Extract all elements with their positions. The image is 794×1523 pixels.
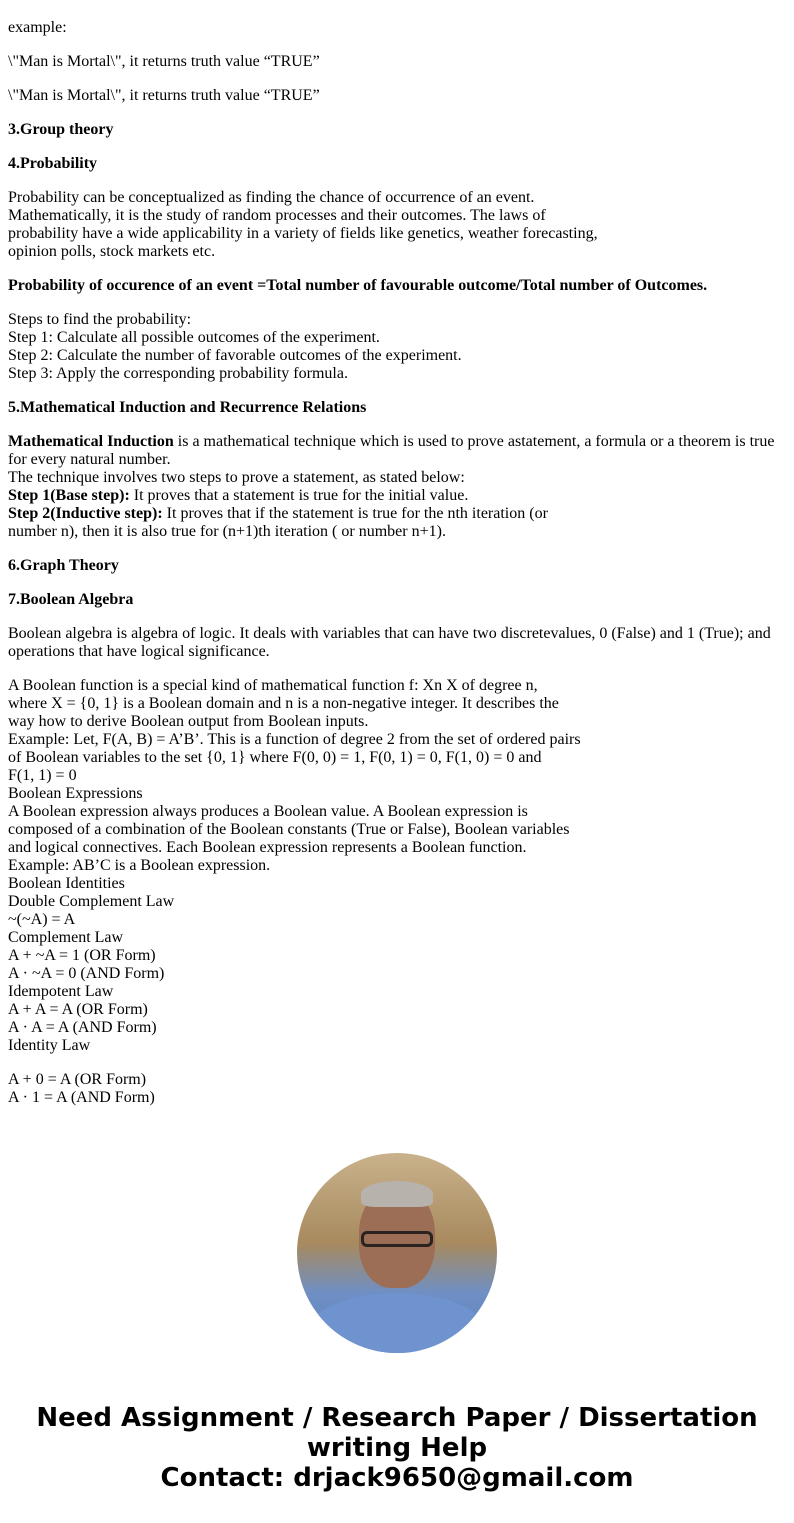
section-heading: 6.Graph Theory xyxy=(8,557,119,574)
text-line: Identity Law xyxy=(8,1037,91,1054)
paragraph xyxy=(8,1071,786,1107)
paragraph xyxy=(8,625,786,661)
text-line: A + A = A (OR Form) xyxy=(8,1001,148,1018)
text-line: number n), then it is also true for (n+1)th iteration ( or number n+1). xyxy=(8,523,446,540)
paragraph xyxy=(8,433,786,541)
text-line: Idempotent Law xyxy=(8,983,114,1000)
text-line: A · 1 = A (AND Form) xyxy=(8,1089,155,1106)
contact-banner xyxy=(0,1403,794,1493)
text-line: composed of a combination of the Boolean constants (True or False), Boolean variables xyxy=(8,821,570,838)
text-line: Probability can be conceptualized as finding the chance of occurrence of an event. xyxy=(8,189,535,206)
probability-formula: Probability of occurence of an event =Total number of favourable outcome/Total number of Outcomes. xyxy=(8,277,708,294)
banner-line: Need Assignment / Research Paper / Dissertation xyxy=(36,1403,758,1433)
text-line: The technique involves two steps to prove a statement, as stated below: xyxy=(8,469,465,486)
text-line: Step 1: Calculate all possible outcomes of the experiment. xyxy=(8,329,380,346)
text-line: A · A = A (AND Form) xyxy=(8,1019,157,1036)
author-avatar xyxy=(297,1153,497,1353)
paragraph xyxy=(8,311,786,383)
text-line: A + ~A = 1 (OR Form) xyxy=(8,947,156,964)
text-line: and logical connectives. Each Boolean expression represents a Boolean function. xyxy=(8,839,527,856)
text-line: of Boolean variables to the set {0, 1} where F(0, 0) = 1, F(0, 1) = 0, F(1, 0) = 0 and xyxy=(8,749,542,766)
contact-email: Contact: drjack9650@gmail.com xyxy=(160,1463,634,1493)
text-line: It proves that if the statement is true for the nth iteration (or xyxy=(162,505,548,522)
banner-line: writing Help xyxy=(306,1433,488,1463)
section-heading: 7.Boolean Algebra xyxy=(8,591,134,608)
section-heading: 4.Probability xyxy=(8,155,98,172)
text-line: Boolean Identities xyxy=(8,875,125,892)
section-heading: 5.Mathematical Induction and Recurrence Relations xyxy=(8,399,367,416)
text-line: way how to derive Boolean output from Boolean inputs. xyxy=(8,713,369,730)
text-line: Steps to find the probability: xyxy=(8,311,192,328)
example-label: example: xyxy=(8,19,67,36)
text-line: Complement Law xyxy=(8,929,124,946)
text-line: A Boolean function is a special kind of mathematical function f: Xn X of degree n, xyxy=(8,677,538,694)
text-line: opinion polls, stock markets etc. xyxy=(8,243,216,260)
text-line: Example: Let, F(A, B) = A’B’. This is a function of degree 2 from the set of ordered pairs xyxy=(8,731,581,748)
text-line: F(1, 1) = 0 xyxy=(8,767,77,784)
text-line: ~(~A) = A xyxy=(8,911,76,928)
text-line: where X = {0, 1} is a Boolean domain and n is a non-negative integer. It describes the xyxy=(8,695,559,712)
text-line: A + 0 = A (OR Form) xyxy=(8,1071,147,1088)
text-line: Step 2: Calculate the number of favorable outcomes of the experiment. xyxy=(8,347,462,364)
text-line: Boolean algebra is algebra of logic. It deals with variables that can have two discretevalues, 0 (False) and 1 (True); and xyxy=(8,625,771,642)
text-line: Double Complement Law xyxy=(8,893,175,910)
text-line: is a mathematical technique which is used to prove astatement, a formula or a theorem is true xyxy=(173,433,775,450)
text-line: Example: AB’C is a Boolean expression. xyxy=(8,857,271,874)
bold-term: Step 1(Base step): xyxy=(8,487,130,504)
bold-term: Mathematical Induction xyxy=(8,433,174,450)
example-text: \"Man is Mortal\", it returns truth value “TRUE” xyxy=(8,87,320,104)
text-line: Mathematically, it is the study of random processes and their outcomes. The laws of xyxy=(8,207,546,224)
text-line: probability have a wide applicability in a variety of fields like genetics, weather forecasting, xyxy=(8,225,598,242)
paragraph xyxy=(8,677,786,1055)
text-line: operations that have logical significance. xyxy=(8,643,270,660)
text-line: Step 3: Apply the corresponding probability formula. xyxy=(8,365,348,382)
text-line: It proves that a statement is true for the initial value. xyxy=(129,487,469,504)
example-text: \"Man is Mortal\", it returns truth value “TRUE” xyxy=(8,53,320,70)
section-heading: 3.Group theory xyxy=(8,121,114,138)
text-line: A · ~A = 0 (AND Form) xyxy=(8,965,165,982)
bold-term: Step 2(Inductive step): xyxy=(8,505,163,522)
text-line: A Boolean expression always produces a Boolean value. A Boolean expression is xyxy=(8,803,528,820)
text-line: for every natural number. xyxy=(8,451,171,468)
text-line: Boolean Expressions xyxy=(8,785,143,802)
document-body xyxy=(8,19,786,1123)
paragraph xyxy=(8,189,786,261)
